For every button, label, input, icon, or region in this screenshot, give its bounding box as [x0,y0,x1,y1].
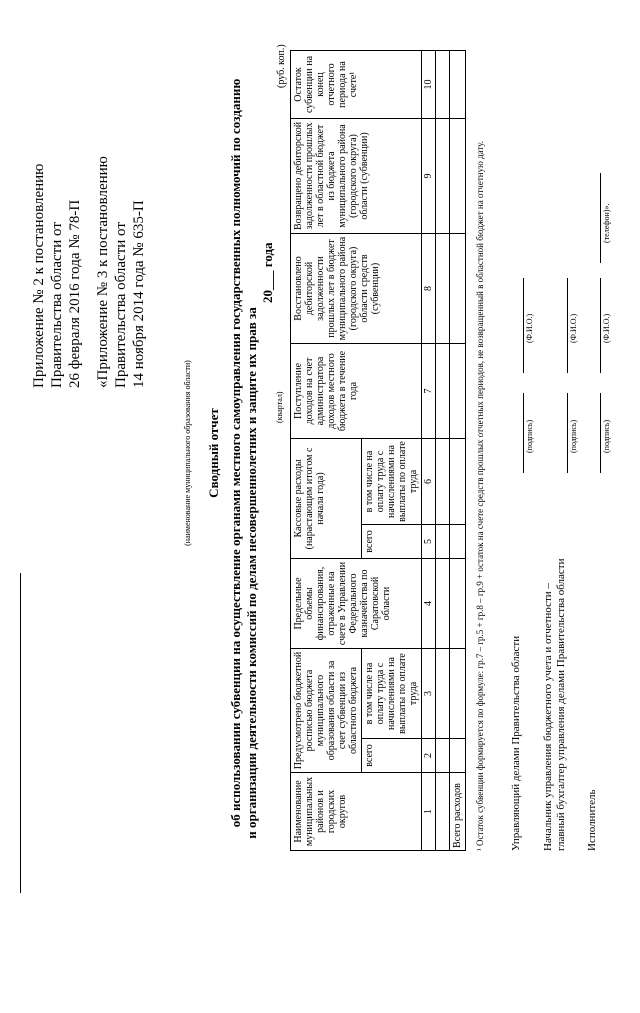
total-row-label: Всего расходов [450,772,466,850]
empty-cell [450,438,466,524]
signature-line [523,278,524,373]
header-cash: Кассовые расходы (нарастающим итогом с начала года) [291,438,362,558]
column-number: 1 [422,772,436,850]
empty-cell [450,118,466,233]
signature-accountant-title-1: Начальник управления бюджетного учета и отчетности – [542,582,554,851]
empty-cell [436,343,450,438]
signature-line [567,393,568,473]
header-limits: Предельные объемы финансирования, отраженные на счете в Управлении Федерального казначейства по Саратовской области [291,558,422,648]
signature-line [523,393,524,473]
empty-cell [436,772,450,850]
subheader-labor: в том числе на оплату труда с начислениями на выплаты по оплате труда [362,438,422,524]
empty-cell [436,233,450,343]
report-table [290,49,466,850]
period-caption: (квартал) [275,390,284,423]
phone-caption: (телефон)». [602,203,611,243]
signature-accountant-title-2: главный бухгалтер управления делами Правительства области [555,558,567,851]
signature-caption: (подпись) [569,419,578,453]
column-number: 10 [422,50,436,118]
subtitle-text: и организации деятельности комиссий по делам несовершеннолетних и защите их прав за [244,306,259,839]
subheader-total: всего [362,524,422,558]
column-number: 2 [422,738,436,772]
annex-note-2 [30,58,84,388]
signature-caption: (подпись) [602,419,611,453]
footnote: ¹ Остаток субвенции формируется по формуле: гр.7 – гр.5 + гр.8 – гр.9 + остаток на счете средств прошлых отчетных периодов, не возвращенный в областной бюджет на отчетную дату. [475,140,485,851]
name-caption: (Ф.И.О.) [602,313,611,343]
column-number: 9 [422,118,436,233]
column-number: 6 [422,438,436,524]
empty-cell [436,50,450,118]
phone-line [600,173,601,263]
empty-cell [436,118,450,233]
annex-line: 14 ноября 2014 года № 635-П [131,199,147,388]
header-remainder: Остаток субвенции на конец отчетного периода на счете¹ [291,50,422,118]
annex-line: Правительства области от [49,221,65,388]
subheader-total: всего [362,738,422,772]
column-number: 3 [422,648,436,738]
annex-line: 26 февраля 2016 года № 78-П [67,199,83,388]
name-caption: (Ф.И.О.) [525,313,534,343]
annex-note-3 [94,58,148,388]
column-number: 7 [422,343,436,438]
currency-note: (руб. коп.) [276,43,287,88]
report-title: Сводный отчет [206,407,221,498]
empty-cell [450,648,466,738]
subheader-labor: в том числе на оплату труда с начислениями на выплаты по оплате труда [362,648,422,738]
empty-cell [450,233,466,343]
name-caption: (Ф.И.О.) [569,313,578,343]
signature-line [600,393,601,473]
report-subtitle-1: об использовании субвенции на осуществление органами местного самоуправления государственных полномочий по созданию [228,78,243,827]
rotated-document-page [20,13,620,893]
empty-cell [450,343,466,438]
empty-cell [450,524,466,558]
empty-cell [436,524,450,558]
header-income: Поступление доходов на счет администратора доходов местного бюджета в течение года [291,343,422,438]
header-returned: Возвращено дебиторской задолженности прошлых лет в областной бюджет из бюджета муниципального района (городского округа) области (субвенции) [291,118,422,233]
column-number: 4 [422,558,436,648]
org-caption: (наименование муниципального образования области) [183,359,192,546]
header-planned: Предусмотрено бюджетной росписью бюджета муниципального образования области за счет субвенции из областного бюджета [291,648,362,772]
annex-line: Приложение № 2 к постановлению [31,163,47,388]
column-number: 5 [422,524,436,558]
header-restored: Восстановлено дебиторской задолженности прошлых лет в бюджет муниципального района (городского округа) области средств (субвенции) [291,233,422,343]
report-period: 20___ года [260,241,275,303]
empty-cell [436,648,450,738]
signature-line [600,278,601,373]
empty-cell [450,738,466,772]
empty-cell [450,50,466,118]
report-subtitle-2 [244,133,260,1013]
empty-cell [436,438,450,524]
empty-cell [436,738,450,772]
signature-executor-title: Исполнитель [586,788,598,851]
signature-head-title: Управляющий делами Правительства области [510,635,522,851]
annex-line: «Приложение № 3 к постановлению [95,155,111,388]
empty-cell [436,558,450,648]
header-name: Наименование муниципальных районов и городских округов [291,772,422,850]
annex-line: Правительства области от [113,221,129,388]
signature-line [567,278,568,373]
signature-caption: (подпись) [525,419,534,453]
org-name-line [20,573,22,893]
column-number: 8 [422,233,436,343]
empty-cell [450,558,466,648]
